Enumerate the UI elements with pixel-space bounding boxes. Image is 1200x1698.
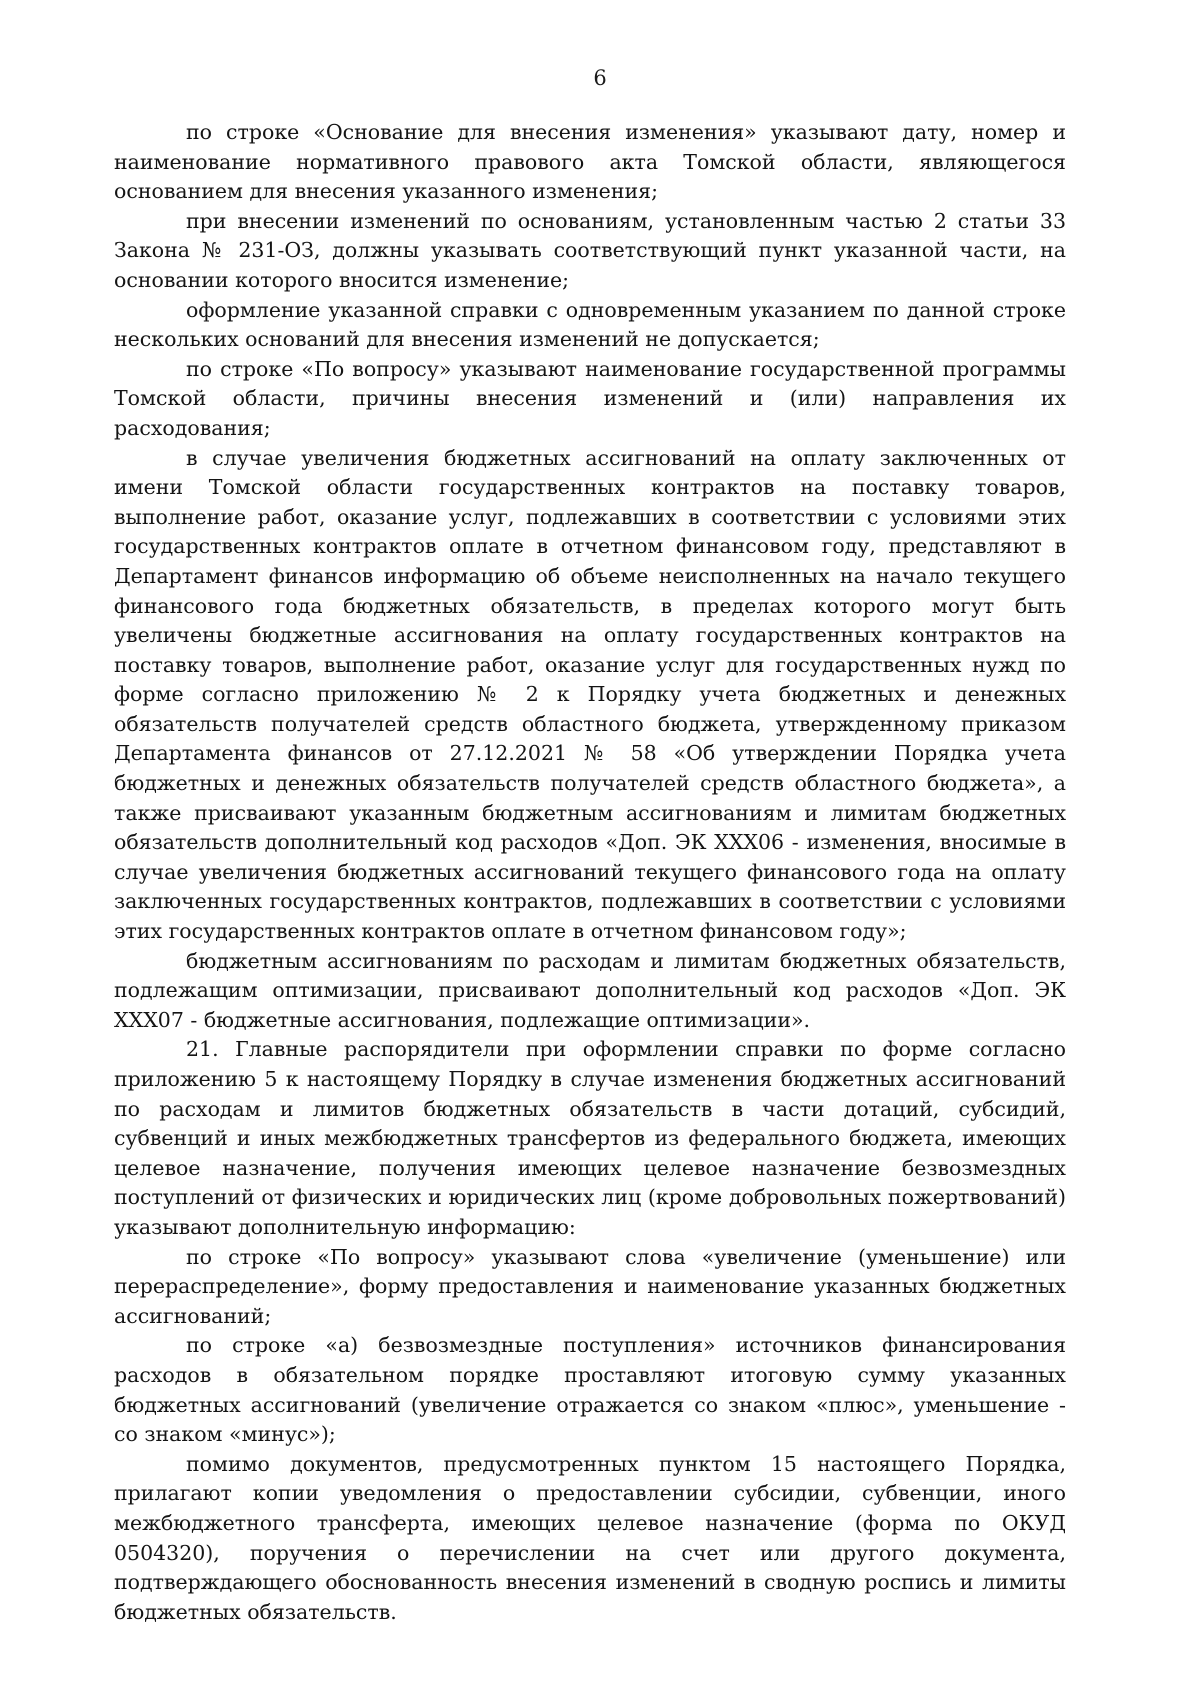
paragraph-question-line: по строке «По вопросу» указывают наименование государственной программы Томской области, причины внесения изменений и (или) направления их расходования; <box>114 356 1066 440</box>
paragraph-law-grounds: при внесении изменений по основаниям, установленным частью 2 статьи 33 Закона № 231-ОЗ, должны указывать соответствующий пункт указанной части, на основании которого вносится изменение; <box>114 208 1066 292</box>
paragraph-question-words: по строке «По вопросу» указывают слова «увеличение (уменьшение) или перераспределение», форму предоставления и наименование указанных бюджетных ассигнований; <box>114 1244 1066 1328</box>
paragraph-gratuitous-receipts: по строке «а) безвозмездные поступления» источников финансирования расходов в обязательном порядке проставляют итоговую сумму указанных бюджетных ассигнований (увеличение отражается со знаком «плюс», уменьшение - со знаком «минус»); <box>114 1333 1066 1447</box>
paragraph-contracts-increase: в случае увеличения бюджетных ассигнований на оплату заключенных от имени Томской области государственных контрактов на поставку товаров, выполнение работ, оказание услуг, подлежавших в соответствии с условиями этих государственных контрактов оплате в отчетном финансовом году, представляют в Департамент финансов информацию об объеме неисполненных на начало текущего финансового года бюджетных обязательств, в пределах которого могут быть увеличены бюджетные ассигнования на оплату государственных контрактов на поставку товаров, выполнение работ, оказание услуг для государственных нужд по форме согласно приложению № 2 к Порядку учета бюджетных и денежных обязательств получателей средств областного бюджета, утвержденному приказом Департамента финансов от 27.12.2021 № 58 «Об утверждении Порядка учета бюджетных и денежных обязательств получателей средств областного бюджета», а также присваивают указанным бюджетным ассигнованиям и лимитам бюджетных обязательств дополнительный код расходов «Доп. ЭК XXX06 - изменения, вносимые в случае увеличения бюджетных ассигнований текущего финансового года на оплату заключенных государственных контрактов, подлежавших в соответствии с условиями этих государственных контрактов оплате в отчетном финансовом году»; <box>114 445 1066 944</box>
paragraph-multiple-grounds: оформление указанной справки с одновременным указанием по данной строке нескольких оснований для внесения изменений не допускается; <box>114 297 1066 352</box>
document-body <box>114 118 1066 1627</box>
paragraph-optimization: бюджетным ассигнованиям по расходам и лимитам бюджетных обязательств, подлежащим оптимизации, присваивают дополнительный код расходов «Доп. ЭК XXX07 - бюджетные ассигнования, подлежащие оптимизации». <box>114 948 1066 1032</box>
paragraph-basis-line: по строке «Основание для внесения изменения» указывают дату, номер и наименование нормативного правового акта Томской области, являющегося основанием для внесения указанного изменения; <box>114 120 1066 204</box>
paragraph-item-21: 21. Главные распорядители при оформлении справки по форме согласно приложению 5 к настоящему Порядку в случае изменения бюджетных ассигнований по расходам и лимитов бюджетных обязательств в части дотаций, субсидий, субвенций и иных межбюджетных трансфертов из федерального бюджета, имеющих целевое назначение, получения имеющих целевое назначение безвозмездных поступлений от физических и юридических лиц (кроме добровольных пожертвований) указывают дополнительную информацию: <box>114 1037 1066 1239</box>
paragraph-attachments: помимо документов, предусмотренных пунктом 15 настоящего Порядка, прилагают копии уведомления о предоставлении субсидии, субвенции, иного межбюджетного трансферта, имеющих целевое назначение (форма по ОКУД 0504320), поручения о перечислении на счет или другого документа, подтверждающего обоснованность внесения изменений в сводную роспись и лимиты бюджетных обязательств. <box>114 1451 1066 1624</box>
page-number: 6 <box>593 66 607 90</box>
